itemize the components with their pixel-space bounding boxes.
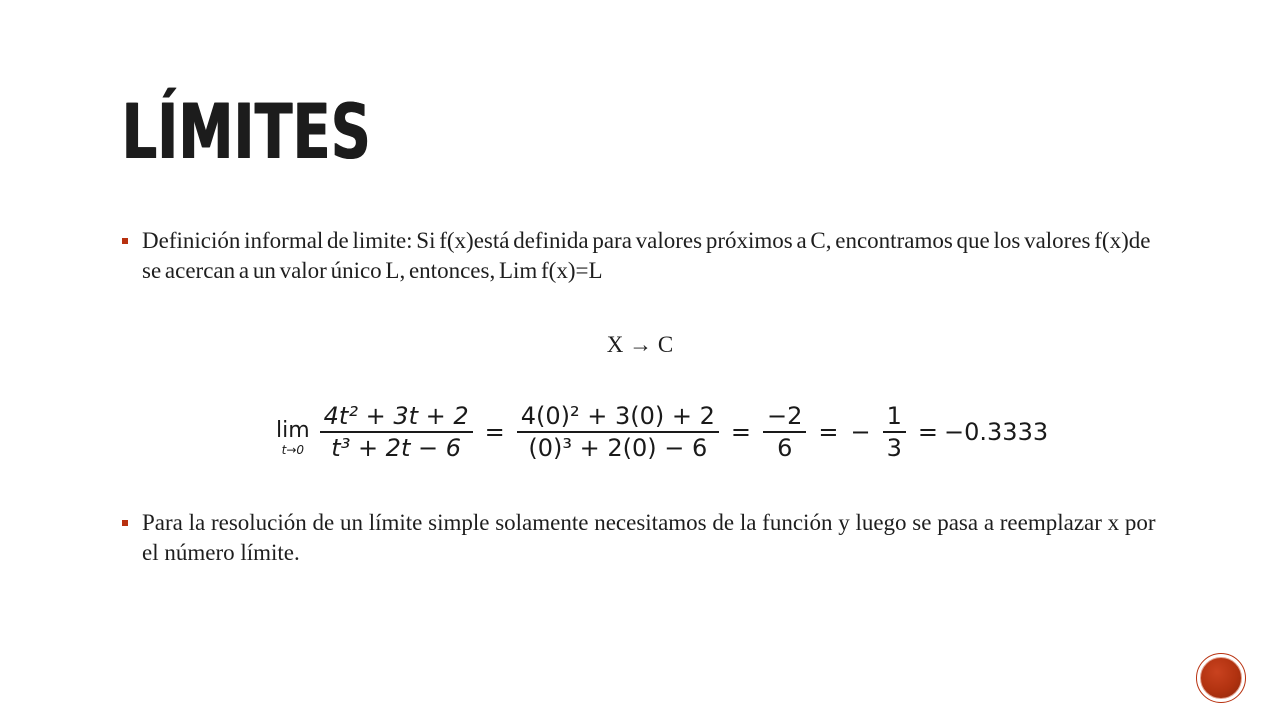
bullet-square-icon [122,238,128,244]
fraction-substituted [517,401,719,463]
equals-sign: = [484,418,505,446]
circle-icon [1200,657,1242,699]
fraction-numerator: 1 [883,401,906,433]
equals-sign: = [818,418,839,446]
limit-subscript-line: X → C [606,332,674,357]
fraction-simplified [883,401,906,463]
equals-sign: = [917,418,939,446]
lim-word: lim [276,418,310,443]
limit-equation [276,392,1048,472]
result-value: −0.3333 [944,418,1049,446]
equals-sign: = [730,418,752,446]
slide-title: LÍMITES [122,87,372,176]
bullet-text-resolution: Para la resolución de un límite simple solamente necesitamos de la función y luego se pasa a reemplazar x por el número límite. [142,510,1156,565]
fraction-function [320,401,473,463]
fraction-numerator: 4t² + 3t + 2 [320,401,473,433]
bullet-square-icon [122,520,128,526]
fraction-evaluated [763,401,806,463]
bullet-definition [122,226,1162,286]
minus-sign: − [850,418,871,446]
next-slide-button[interactable] [1196,653,1246,703]
fraction-denominator: 3 [886,434,902,462]
lim-subscript: t→0 [281,443,305,457]
fraction-denominator: 6 [777,434,793,462]
fraction-denominator: t³ + 2t − 6 [331,434,461,462]
fraction-numerator: −2 [763,401,806,433]
fraction-denominator: (0)³ + 2(0) − 6 [528,434,708,462]
bullet-resolution [122,508,1162,568]
limit-operator [276,419,310,457]
bullet-text-definition: Definición informal de limite: Si f(x)está definida para valores próximos a C, encontramos que los valores f(x)de se acercan a un valor único L, entonces, Lim f(x)=L [142,228,1151,283]
fraction-numerator: 4(0)² + 3(0) + 2 [517,401,719,433]
